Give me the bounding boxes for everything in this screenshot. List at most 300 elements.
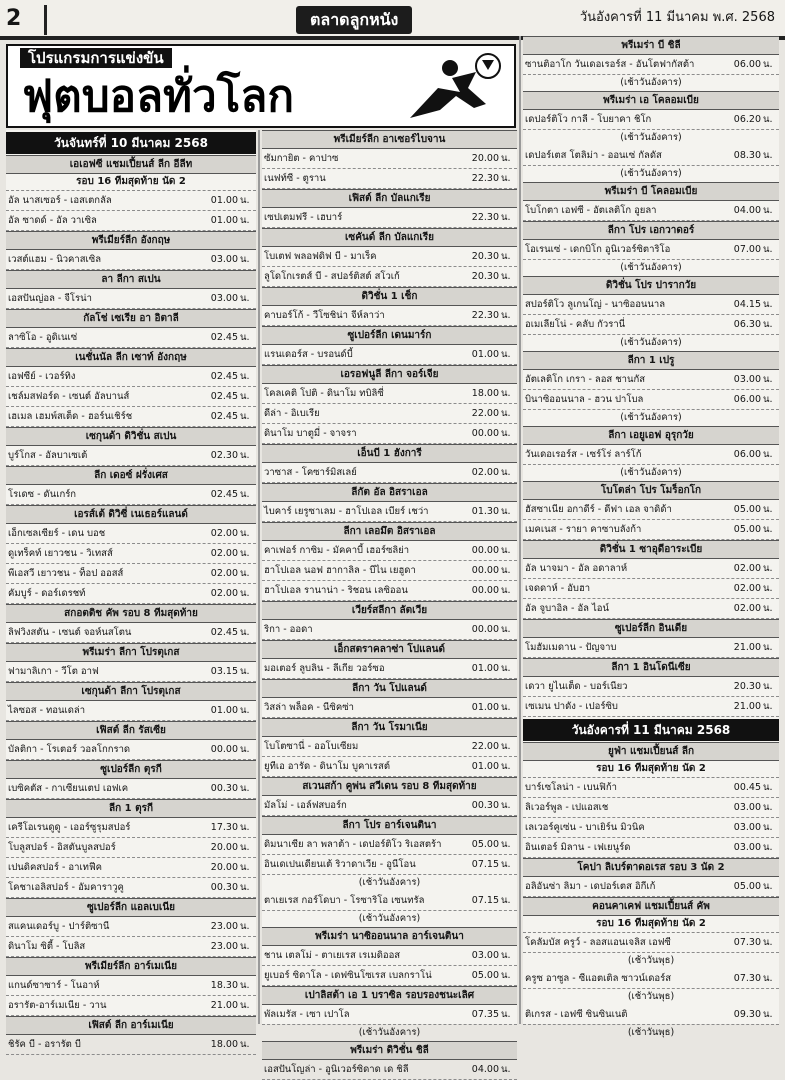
time-unit: น.: [240, 391, 250, 402]
match-teams: เลเวอร์คูเซ่น - บาเยิร์น มิวนิค: [525, 822, 645, 833]
time-unit: น.: [501, 212, 511, 223]
day-header: วันจันทร์ที่ 10 มีนาคม 2568: [6, 132, 256, 154]
match-teams: ดินาโม บาตูมี่ - จาจรา: [264, 428, 357, 439]
match-row: [6, 289, 256, 309]
time-unit: น.: [763, 374, 773, 385]
match-row: [6, 937, 256, 957]
time-note: (เช้าวันพุธ): [627, 991, 675, 1002]
match-row: [6, 191, 256, 211]
match-teams: อัล นาสเซอร์ - เอสเตกลัล: [8, 195, 112, 206]
match-row: [523, 559, 779, 579]
time-unit: น.: [763, 244, 773, 255]
match-row: [262, 169, 517, 189]
league-header: สเวนสก้า คูพ่น สวีเดน รอบ 8 ทีมสุดท้าย: [262, 777, 517, 796]
kickoff-time: 00.00: [471, 565, 499, 576]
match-teams: เซเมน ปาดัง - เปอร์ซิบ: [525, 701, 618, 712]
masthead-logo: ตลาดลูกหนัง: [296, 6, 412, 34]
match-teams: บินาซิออนนาล - ฮวน ปาโบล: [525, 394, 644, 405]
kickoff-time: 06.30: [733, 319, 761, 330]
time-unit: น.: [501, 1009, 511, 1020]
time-unit: น.: [240, 450, 250, 461]
time-unit: น.: [240, 666, 250, 677]
kickoff-time: 03.00: [210, 254, 238, 265]
time-unit: น.: [240, 627, 250, 638]
match-teams: เฮเมล เฮมพ์สเต็ด - ฮอร์นเชิร์ช: [8, 411, 133, 422]
match-teams: บูร์โกส - อัลบาเซเต้: [8, 450, 88, 461]
time-unit: น.: [763, 642, 773, 653]
match-row: [523, 445, 779, 465]
match-row: [523, 599, 779, 619]
league-header: ดิวิชั่น 1 เช็ก: [262, 287, 517, 306]
match-row: [6, 407, 256, 427]
league-header: ลา ลีกา สเปน: [6, 270, 256, 289]
time-unit: น.: [501, 800, 511, 811]
match-teams: พัลเมรัส - เซา เปาโล: [264, 1009, 350, 1020]
match-row: [523, 778, 779, 798]
time-unit: น.: [763, 681, 773, 692]
time-unit: น.: [240, 1039, 250, 1050]
match-teams: คัมบูร์ - ดอร์เดรชท์: [8, 588, 86, 599]
league-header: พรีเมียร์ลีก อาร์เมเนีย: [6, 957, 256, 976]
match-teams: เชล์มสฟอร์ด - เซนต์ อัลบานส์: [8, 391, 130, 402]
match-teams: เอสปันโญล่า - อูนิเวอร์ซิดาด เด ชิลี: [264, 1064, 409, 1075]
match-teams: ติเกรส - เอฟซี ซินซินเนติ: [525, 1009, 628, 1020]
kickoff-time: 21.00: [733, 642, 761, 653]
kickoff-time: 02.45: [210, 332, 238, 343]
header-divider: [44, 5, 47, 35]
kickoff-time: 01.00: [210, 705, 238, 716]
match-row: [523, 370, 779, 390]
match-row: [6, 838, 256, 858]
time-unit: น.: [763, 822, 773, 833]
time-note: (เช้าวันอังคาร): [358, 913, 421, 924]
match-teams: อรารัต-อาร์เมเนีย - วาน: [8, 1000, 107, 1011]
league-header: พรีเมร่า ดิวิชั่น ชิลี: [262, 1041, 517, 1060]
match-teams: เบซิคตัส - กาเซียนเตป เอฟเค: [8, 783, 129, 794]
match-row: [262, 1060, 517, 1080]
kickoff-time: 02.00: [733, 603, 761, 614]
league-header: ซูเปอร์ลีก อินเดีย: [523, 619, 779, 638]
match-teams: บัลติกา - โรเตอร์ วอลโกกราด: [8, 744, 131, 755]
match-teams: อเมเลียโน่ - คลับ กัวรานี่: [525, 319, 626, 330]
time-unit: น.: [240, 783, 250, 794]
match-row: [262, 1005, 517, 1025]
kickoff-time: 05.00: [471, 970, 499, 981]
match-row: [262, 581, 517, 601]
league-header: ลีกา เอยูเอฟ อุรุกวัย: [523, 426, 779, 445]
time-unit: น.: [763, 973, 773, 984]
time-unit: น.: [763, 59, 773, 70]
time-unit: น.: [240, 371, 250, 382]
time-unit: น.: [240, 705, 250, 716]
match-teams: ลิฟวิงสตัน - เซนต์ จอห์นสโตน: [8, 627, 132, 638]
match-row: [6, 584, 256, 604]
match-teams: เวสต์แฮม - นิวคาสเซิล: [8, 254, 102, 265]
league-header: ดิวิชั่น โปร ปารากวัย: [523, 276, 779, 295]
match-row: [6, 917, 256, 937]
time-unit: น.: [240, 215, 250, 226]
day-header: วันอังคารที่ 11 มีนาคม 2568: [523, 719, 779, 741]
kickoff-time: 00.30: [210, 882, 238, 893]
match-row: [523, 638, 779, 658]
match-row: [523, 877, 779, 897]
time-unit: น.: [501, 1064, 511, 1075]
time-unit: น.: [501, 741, 511, 752]
time-unit: น.: [501, 702, 511, 713]
time-unit: น.: [240, 568, 250, 579]
match-teams: เอสปันญ่อล - จีโรน่า: [8, 293, 92, 304]
round-label: รอบ 16 ทีมสุดท้าย นัด 2: [523, 761, 779, 778]
time-unit: น.: [501, 310, 511, 321]
kickoff-time: 09.30: [733, 1009, 761, 1020]
match-teams: สแคนเดอร์บู - ปาร์ติซานี: [8, 921, 110, 932]
league-header: สกอตติช คัพ รอบ 8 ทีมสุดท้าย: [6, 604, 256, 623]
time-note: (เช้าวันพุธ): [627, 1027, 675, 1038]
match-row: [262, 737, 517, 757]
kickoff-time: 07.35: [471, 1009, 499, 1020]
match-row: [262, 835, 517, 855]
match-teams: วิสล่า พล็อค - นีซิคซ่า: [264, 702, 354, 713]
league-header: ดิวิชั่น 1 ซาอุดีอาระเบีย: [523, 540, 779, 559]
kickoff-time: 02.00: [471, 467, 499, 478]
time-unit: น.: [763, 603, 773, 614]
kickoff-time: 02.00: [210, 568, 238, 579]
match-teams: ซานติอาโก วันเดอเรอร์ส - อันโตฟากัสต้า: [525, 59, 695, 70]
match-row: [523, 500, 779, 520]
league-header: เอรอฟนูลี ลีกา จอร์เจีย: [262, 365, 517, 384]
league-header: เอ็กสตราคลาซ่า โปแลนด์: [262, 640, 517, 659]
match-teams: เดวา ยูไนเต็ด - บอร์เนียว: [525, 681, 628, 692]
time-unit: น.: [763, 937, 773, 948]
league-header: เฟิสต์ ลีก บัลแกเรีย: [262, 189, 517, 208]
league-header: ซูเปอร์ลีก ตุรกี: [6, 760, 256, 779]
league-header: เนชั่นนัล ลีก เซาท์ อังกฤษ: [6, 348, 256, 367]
kickoff-time: 01.00: [471, 702, 499, 713]
match-row: [523, 201, 779, 221]
match-teams: เปนดิคสปอร์ - อาเทฟีค: [8, 862, 103, 873]
time-unit: น.: [240, 862, 250, 873]
time-unit: น.: [501, 388, 511, 399]
match-row: [523, 55, 779, 75]
league-header: เวียร์สลีกา ลัตเวีย: [262, 601, 517, 620]
match-row: [262, 267, 517, 287]
match-teams: ดูเทร็คท์ เยาวชน - วิเทสส์: [8, 548, 113, 559]
kickoff-time: 17.30: [210, 822, 238, 833]
match-teams: อินเตอร์ มิลาน - เฟเยนูร์ด: [525, 842, 631, 853]
time-unit: น.: [763, 782, 773, 793]
match-teams: ฮัสซาเนีย อกาดีร์ - ดีฟา เอล จาดิด้า: [525, 504, 672, 515]
kickoff-time: 20.00: [471, 153, 499, 164]
match-row: [262, 208, 517, 228]
time-unit: น.: [763, 881, 773, 892]
match-teams: ฮาโปเอล รานาน่า - ริชอน เลซิออน: [264, 585, 408, 596]
time-unit: น.: [763, 205, 773, 216]
match-teams: โรเดซ - ดันเกร์ก: [8, 489, 77, 500]
kickoff-time: 20.00: [210, 862, 238, 873]
match-teams: โคลัมบัส ครูว์ - ลอสแอนเจลิส เอฟซี: [525, 937, 671, 948]
match-teams: โบโตซานี่ - ออโบเซียม: [264, 741, 359, 752]
match-teams: ลาซิโอ - อูดิเนเซ่: [8, 332, 78, 343]
time-unit: น.: [763, 701, 773, 712]
league-header: เซกุนด้า ดิวิชั่น สเปน: [6, 427, 256, 446]
time-unit: น.: [763, 394, 773, 405]
time-unit: น.: [763, 299, 773, 310]
match-teams: เนฟท์ซี - ตูราน: [264, 173, 326, 184]
kickoff-time: 01.30: [471, 506, 499, 517]
time-note: (เช้าวันอังคาร): [620, 77, 682, 88]
kickoff-time: 02.00: [733, 583, 761, 594]
match-row: [262, 541, 517, 561]
time-unit: น.: [501, 153, 511, 164]
match-row: [523, 677, 779, 697]
league-header: พรีเมร่า เอ โคลอมเบีย: [523, 91, 779, 110]
kickoff-time: 06.20: [733, 114, 761, 125]
match-teams: ไลซอส - ทอนเดล่า: [8, 705, 86, 716]
match-row: [262, 946, 517, 966]
kickoff-time: 04.15: [733, 299, 761, 310]
match-row: [6, 328, 256, 348]
section-banner: [6, 44, 516, 128]
time-unit: น.: [240, 941, 250, 952]
match-row: [262, 757, 517, 777]
time-note: (เช้าวันอังคาร): [620, 467, 682, 478]
match-row: [6, 524, 256, 544]
time-unit: น.: [240, 528, 250, 539]
kickoff-time: 20.30: [471, 271, 499, 282]
league-header: ลีกา วัน โปแลนด์: [262, 679, 517, 698]
kickoff-time: 02.45: [210, 391, 238, 402]
match-teams: บาร์เซโลน่า - เบนฟิก้า: [525, 782, 617, 793]
time-unit: น.: [763, 449, 773, 460]
kickoff-time: 22.00: [471, 741, 499, 752]
time-unit: น.: [240, 980, 250, 991]
match-row: [523, 1005, 779, 1025]
time-unit: น.: [240, 822, 250, 833]
match-row: [523, 295, 779, 315]
time-unit: น.: [501, 428, 511, 439]
time-unit: น.: [501, 663, 511, 674]
kickoff-time: 05.00: [733, 504, 761, 515]
kickoff-time: 00.45: [733, 782, 761, 793]
match-teams: มัลโม่ - เอล์ฟสบอร์ก: [264, 800, 347, 811]
league-header: ซูเปอร์ลีก แอลเบเนีย: [6, 898, 256, 917]
time-note: (เช้าวันอังคาร): [358, 1027, 421, 1038]
time-note: (เช้าวันอังคาร): [358, 877, 421, 888]
kickoff-time: 03.00: [210, 293, 238, 304]
league-header: ลีก 1 ตุรกี: [6, 799, 256, 818]
kickoff-time: 01.00: [471, 349, 499, 360]
match-row: [6, 211, 256, 231]
time-unit: น.: [501, 761, 511, 772]
kickoff-time: 18.00: [210, 1039, 238, 1050]
match-teams: แกนด์ซาซาร์ - โนอาห์: [8, 980, 100, 991]
league-header: เฟิสต์ ลีก อาร์เมเนีย: [6, 1016, 256, 1035]
match-row: [262, 306, 517, 326]
kickoff-time: 21.00: [733, 701, 761, 712]
time-unit: น.: [501, 950, 511, 961]
kickoff-time: 04.00: [733, 205, 761, 216]
time-unit: น.: [240, 882, 250, 893]
match-row: [6, 701, 256, 721]
match-row: [262, 966, 517, 986]
time-unit: น.: [501, 271, 511, 282]
kickoff-time: 23.00: [210, 941, 238, 952]
kickoff-time: 00.00: [471, 428, 499, 439]
kickoff-time: 02.00: [733, 563, 761, 574]
league-header: ลีกัต อัล อิสราเอล: [262, 483, 517, 502]
match-row: [262, 620, 517, 640]
issue-date: วันอังคารที่ 11 มีนาคม พ.ศ. 2568: [579, 10, 775, 25]
kickoff-time: 18.00: [471, 388, 499, 399]
kickoff-time: 00.30: [471, 800, 499, 811]
time-unit: น.: [240, 254, 250, 265]
time-unit: น.: [763, 319, 773, 330]
kickoff-time: 02.45: [210, 627, 238, 638]
time-unit: น.: [240, 1000, 250, 1011]
match-teams: อัล ซาดด์ - อัล วาเซิล: [8, 215, 97, 226]
kickoff-time: 05.00: [733, 524, 761, 535]
kickoff-time: 01.00: [210, 215, 238, 226]
league-header: พรีเมร่า นาซิออนนาล อาร์เจนตินา: [262, 927, 517, 946]
league-header: เอ็นบี 1 ฮังการี: [262, 444, 517, 463]
match-teams: วันเดอเรอร์ส - เซร์โร่ ลาร์โก้: [525, 449, 642, 460]
kickoff-time: 08.30: [733, 150, 761, 161]
match-row: [6, 740, 256, 760]
league-header: โบโตล่า โปร โมร็อกโก: [523, 481, 779, 500]
league-header: เฟิสต์ ลีก รัสเซีย: [6, 721, 256, 740]
match-row: [262, 345, 517, 365]
time-unit: น.: [240, 921, 250, 932]
kickoff-time: 22.30: [471, 212, 499, 223]
time-unit: น.: [240, 744, 250, 755]
match-teams: ดีล่า - อิเบเรีย: [264, 408, 320, 419]
match-row: [523, 390, 779, 410]
column-3: [523, 36, 779, 1038]
match-teams: ไบคาร์ เยรูซาเลม - ฮาโปเอล เบียร์ เชว่า: [264, 506, 429, 517]
match-row: [6, 544, 256, 564]
league-header: ลีกา โปร เอกวาดอร์: [523, 221, 779, 240]
match-teams: เมคเนส - รายา คาซาบลังก้า: [525, 524, 642, 535]
match-row: [262, 855, 517, 875]
match-teams: อัล นาจมา - อัล อดาลาห์: [525, 563, 628, 574]
time-unit: น.: [763, 504, 773, 515]
match-teams: อลิอันซ่า ลิมา - เดปอร์เตส อิกีเก้: [525, 881, 656, 892]
match-teams: โคชาเอลิสปอร์ - อัมคาราวูคู: [8, 882, 124, 893]
player-kick-icon: [390, 48, 510, 126]
round-label: รอบ 16 ทีมสุดท้าย นัด 2: [523, 916, 779, 933]
league-header: พรีเมร่า บี โคลอมเบีย: [523, 182, 779, 201]
match-row: [6, 564, 256, 584]
kickoff-time: 02.00: [210, 548, 238, 559]
league-header: ลีก เดอซ์ ฝรั่งเศส: [6, 466, 256, 485]
league-header: เซคันด์ ลีก บัลแกเรีย: [262, 228, 517, 247]
kickoff-time: 05.00: [733, 881, 761, 892]
time-unit: น.: [240, 411, 250, 422]
match-teams: ตาเยเรส กอร์โดบา - โรซาริโอ เซนทรัล: [264, 895, 425, 906]
banner-subtitle: โปรแกรมการแข่งขัน: [20, 48, 172, 68]
match-teams: แรนเดอร์ส - บรอนด์บี้: [264, 349, 353, 360]
time-note: (เช้าวันอังคาร): [620, 412, 682, 423]
match-row: [523, 969, 779, 989]
kickoff-time: 22.00: [471, 408, 499, 419]
time-unit: น.: [763, 583, 773, 594]
kickoff-time: 02.45: [210, 411, 238, 422]
league-header: ซูเปอร์ลีก เดนมาร์ก: [262, 326, 517, 345]
time-unit: น.: [763, 1009, 773, 1020]
kickoff-time: 02.00: [210, 528, 238, 539]
match-row: [262, 384, 517, 404]
kickoff-time: 06.00: [733, 449, 761, 460]
match-teams: อัล จูบาอิล - อัล ไอน์: [525, 603, 609, 614]
kickoff-time: 22.30: [471, 310, 499, 321]
column-divider: [519, 36, 521, 1024]
match-teams: ครูซ อาซูล - ซีแอตเติล ซาวน์เดอร์ส: [525, 973, 672, 984]
time-unit: น.: [240, 489, 250, 500]
time-unit: น.: [763, 150, 773, 161]
match-teams: เครีโอเรนดูดู - เออร์ซูรุมสปอร์: [8, 822, 131, 833]
match-teams: ลิเวอร์พูล - เปแอสเช: [525, 802, 609, 813]
match-row: [523, 838, 779, 858]
match-row: [523, 315, 779, 335]
match-row: [523, 520, 779, 540]
kickoff-time: 20.30: [733, 681, 761, 692]
league-header: คอนคาเคฟ แชมเปี้ยนส์ คัพ: [523, 897, 779, 916]
time-unit: น.: [501, 467, 511, 478]
match-row: [6, 779, 256, 799]
match-row: [523, 798, 779, 818]
kickoff-time: 00.00: [471, 585, 499, 596]
time-unit: น.: [501, 408, 511, 419]
match-row: [6, 818, 256, 838]
kickoff-time: 00.30: [210, 783, 238, 794]
match-teams: โมฮัมเมดาน - ปัญจาบ: [525, 642, 617, 653]
time-unit: น.: [763, 802, 773, 813]
match-row: [6, 485, 256, 505]
time-unit: น.: [763, 114, 773, 125]
league-header: พรีเมร่า ลีกา โปรตุเกส: [6, 643, 256, 662]
match-teams: เจดดาห์ - อับฮา: [525, 583, 591, 594]
kickoff-time: 23.00: [210, 921, 238, 932]
match-teams: ซัมกายิต - คาปาซ: [264, 153, 339, 164]
match-row: [523, 818, 779, 838]
match-row: [262, 404, 517, 424]
match-row: [262, 247, 517, 267]
match-teams: ลูโดโกเรตส์ บี - สปอร์ติสต์ สโวเก้: [264, 271, 400, 282]
kickoff-time: 00.00: [471, 624, 499, 635]
match-teams: คาเฟอร์ กาซิม - มัคคาบี้ เฮอร์ซลิย่า: [264, 545, 410, 556]
time-unit: น.: [501, 585, 511, 596]
time-unit: น.: [501, 349, 511, 360]
kickoff-time: 01.00: [471, 761, 499, 772]
match-teams: อินเดเปนเดียนเต้ ริวาดาเวีย - อูนีโอน: [264, 859, 416, 870]
match-teams: ยูเบอร์ ซิดาโล - เดฟซินโซเรส เบลกราโน่: [264, 970, 432, 981]
page-header: [0, 0, 785, 40]
match-teams: ดินาโม ซิตี้ - โบลิส: [8, 941, 86, 952]
match-row: [262, 502, 517, 522]
match-row: [6, 367, 256, 387]
match-row: [6, 858, 256, 878]
time-unit: น.: [763, 842, 773, 853]
time-unit: น.: [501, 970, 511, 981]
match-row: [523, 933, 779, 953]
match-teams: มอเตอร์ ลูบลิน - ลีเกีย วอร์ซอ: [264, 663, 385, 674]
match-teams: สปอร์ติโว ลูเกนโญ่ - นาซิออนนาล: [525, 299, 666, 310]
kickoff-time: 06.00: [733, 394, 761, 405]
kickoff-time: 18.30: [210, 980, 238, 991]
match-teams: เดปอร์ติโว กาลี - โบยาคา ชิโก: [525, 114, 652, 125]
league-header: พรีเมียร์ลีก อังกฤษ: [6, 231, 256, 250]
match-teams: เดปอร์เตส โตลิม่า - ออนเซ่ กัลดัส: [525, 150, 662, 161]
